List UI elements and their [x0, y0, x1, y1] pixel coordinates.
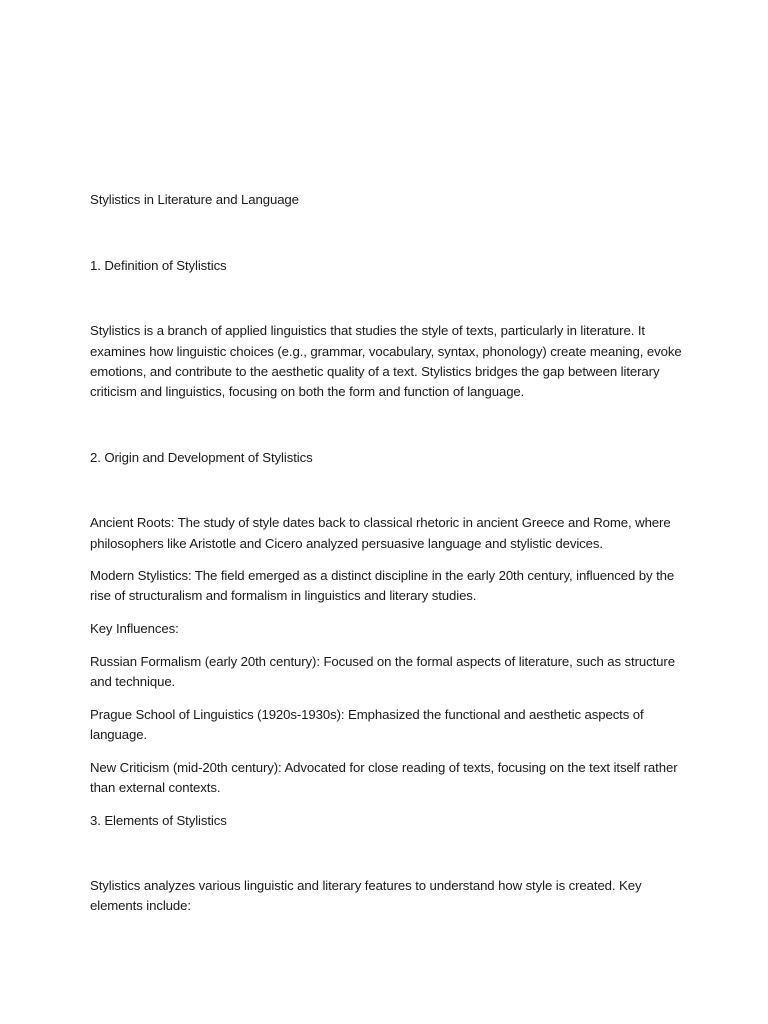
section-3-heading: 3. Elements of Stylistics: [90, 813, 227, 828]
modern-stylistics-line-2: rise of structuralism and formalism in linguistics and literary studies.: [90, 588, 477, 603]
section-1-paragraph-line-3: emotions, and contribute to the aesthetic quality of a text. Stylistics bridges the gap between literary: [90, 364, 660, 379]
russian-formalism-line-1: Russian Formalism (early 20th century): Focused on the formal aspects of literature, such as structure: [90, 654, 675, 669]
section-2-heading: 2. Origin and Development of Stylistics: [90, 450, 313, 465]
russian-formalism-line-2: and technique.: [90, 674, 176, 689]
section-3-paragraph-line-1: Stylistics analyzes various linguistic and literary features to understand how style is created. Key: [90, 878, 642, 893]
section-3-paragraph-line-2: elements include:: [90, 898, 191, 913]
key-influences-label: Key Influences:: [90, 621, 179, 636]
section-1-heading: 1. Definition of Stylistics: [90, 258, 227, 273]
modern-stylistics-line-1: Modern Stylistics: The field emerged as a distinct discipline in the early 20th century, influenced by the: [90, 568, 675, 583]
new-criticism-line-2: than external contexts.: [90, 780, 221, 795]
section-1-paragraph-line-1: Stylistics is a branch of applied linguistics that studies the style of texts, particularly in literature. It: [90, 323, 645, 338]
new-criticism-line-1: New Criticism (mid-20th century): Advocated for close reading of texts, focusing on the text itself rather: [90, 760, 678, 775]
prague-school-line-2: language.: [90, 727, 148, 742]
section-1-paragraph-line-4: criticism and linguistics, focusing on both the form and function of language.: [90, 384, 525, 399]
section-1-paragraph-line-2: examines how linguistic choices (e.g., grammar, vocabulary, syntax, phonology) create meaning, evoke: [90, 344, 682, 359]
prague-school-line-1: Prague School of Linguistics (1920s-1930s): Emphasized the functional and aesthetic aspects of: [90, 707, 644, 722]
document-title: Stylistics in Literature and Language: [90, 192, 299, 207]
ancient-roots-line-1: Ancient Roots: The study of style dates back to classical rhetoric in ancient Greece and Rome, where: [90, 515, 671, 530]
ancient-roots-line-2: philosophers like Aristotle and Cicero analyzed persuasive language and stylistic devices.: [90, 536, 603, 551]
